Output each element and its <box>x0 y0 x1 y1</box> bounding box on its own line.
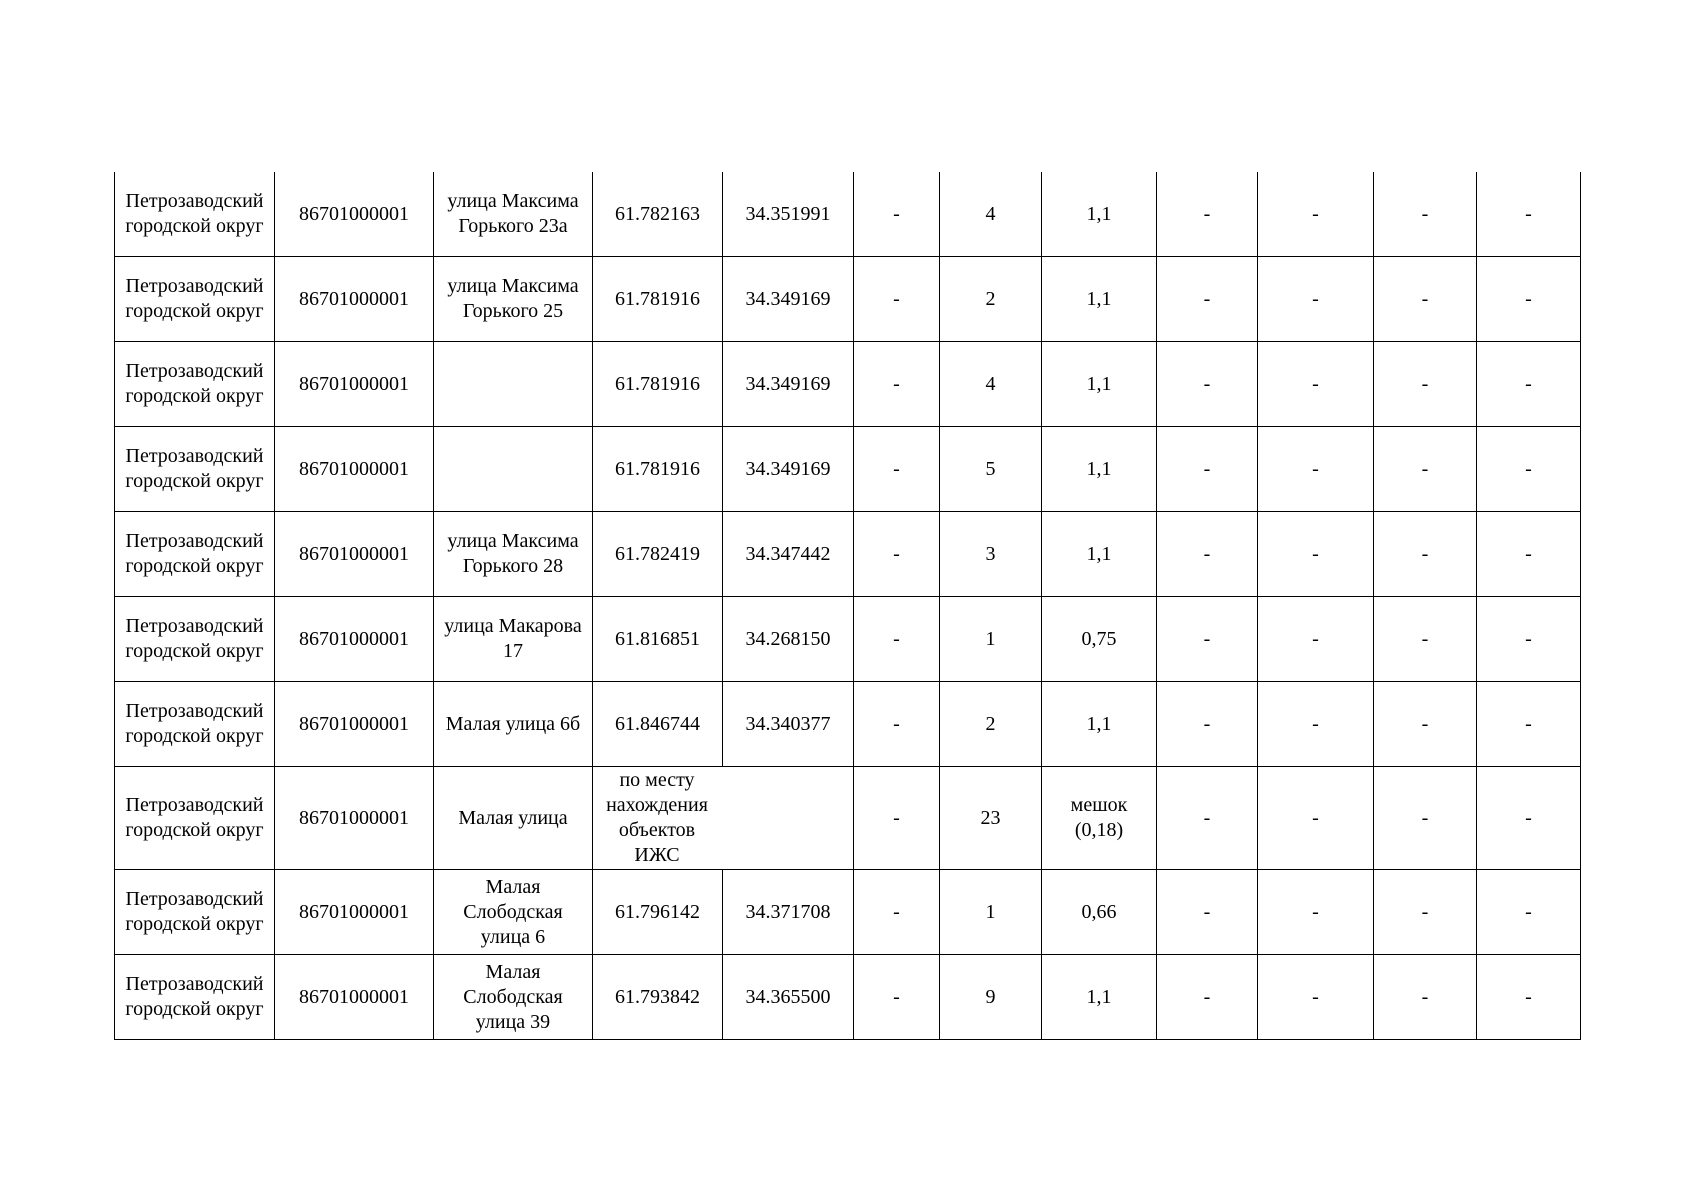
column-6-cell: - <box>854 955 940 1040</box>
longitude-cell: 34.347442 <box>723 512 854 597</box>
municipality-cell: Петрозаводский городской округ <box>115 257 275 342</box>
column-9-cell: - <box>1157 427 1258 512</box>
column-9-cell: - <box>1157 257 1258 342</box>
column-10-cell: - <box>1258 597 1374 682</box>
column-11-cell: - <box>1374 870 1477 955</box>
column-11-cell: - <box>1374 955 1477 1040</box>
container-count-cell: 4 <box>940 172 1042 257</box>
table-row <box>115 870 1581 955</box>
column-9-cell: - <box>1157 172 1258 257</box>
longitude-cell: 34.349169 <box>723 257 854 342</box>
longitude-cell: 34.340377 <box>723 682 854 767</box>
column-12-cell: - <box>1477 767 1581 870</box>
longitude-cell: 34.268150 <box>723 597 854 682</box>
longitude-cell: 34.349169 <box>723 342 854 427</box>
municipality-cell: Петрозаводский городской округ <box>115 870 275 955</box>
address-cell: Малая Слободская улица 39 <box>434 955 593 1040</box>
container-volume-cell: 0,75 <box>1042 597 1157 682</box>
latitude-cell: 61.781916 <box>593 257 723 342</box>
column-9-cell: - <box>1157 597 1258 682</box>
oktmo-cell: 86701000001 <box>275 870 434 955</box>
column-10-cell: - <box>1258 955 1374 1040</box>
column-9-cell: - <box>1157 767 1258 870</box>
municipality-cell: Петрозаводский городской округ <box>115 955 275 1040</box>
latitude-cell: 61.782419 <box>593 512 723 597</box>
column-11-cell: - <box>1374 597 1477 682</box>
municipality-cell: Петрозаводский городской округ <box>115 427 275 512</box>
container-count-cell: 4 <box>940 342 1042 427</box>
longitude-cell: 34.349169 <box>723 427 854 512</box>
oktmo-cell: 86701000001 <box>275 172 434 257</box>
column-12-cell: - <box>1477 955 1581 1040</box>
column-11-cell: - <box>1374 512 1477 597</box>
oktmo-cell: 86701000001 <box>275 597 434 682</box>
container-volume-cell: 1,1 <box>1042 682 1157 767</box>
column-11-cell: - <box>1374 682 1477 767</box>
column-6-cell: - <box>854 257 940 342</box>
latitude-cell: 61.796142 <box>593 870 723 955</box>
column-12-cell: - <box>1477 682 1581 767</box>
column-10-cell: - <box>1258 257 1374 342</box>
container-volume-cell: 1,1 <box>1042 342 1157 427</box>
column-6-cell: - <box>854 767 940 870</box>
column-12-cell: - <box>1477 870 1581 955</box>
longitude-cell: 34.365500 <box>723 955 854 1040</box>
latitude-cell: 61.793842 <box>593 955 723 1040</box>
municipality-cell: Петрозаводский городской округ <box>115 682 275 767</box>
container-count-cell: 2 <box>940 257 1042 342</box>
oktmo-cell: 86701000001 <box>275 512 434 597</box>
address-cell: Малая Слободская улица 6 <box>434 870 593 955</box>
latitude-cell: 61.782163 <box>593 172 723 257</box>
table-row <box>115 597 1581 682</box>
table-row <box>115 955 1581 1040</box>
column-12-cell: - <box>1477 512 1581 597</box>
column-9-cell: - <box>1157 955 1258 1040</box>
address-cell <box>434 342 593 427</box>
column-10-cell: - <box>1258 172 1374 257</box>
column-9-cell: - <box>1157 342 1258 427</box>
oktmo-cell: 86701000001 <box>275 342 434 427</box>
table-row <box>115 682 1581 767</box>
container-volume-cell: 1,1 <box>1042 172 1157 257</box>
column-9-cell: - <box>1157 870 1258 955</box>
column-6-cell: - <box>854 342 940 427</box>
column-12-cell: - <box>1477 342 1581 427</box>
column-11-cell: - <box>1374 767 1477 870</box>
container-count-cell: 1 <box>940 870 1042 955</box>
container-count-cell: 3 <box>940 512 1042 597</box>
municipality-cell: Петрозаводский городской округ <box>115 172 275 257</box>
municipality-cell: Петрозаводский городской округ <box>115 512 275 597</box>
container-count-cell: 2 <box>940 682 1042 767</box>
table-row <box>115 172 1581 257</box>
address-cell <box>434 427 593 512</box>
container-count-cell: 5 <box>940 427 1042 512</box>
longitude-cell: 34.351991 <box>723 172 854 257</box>
column-10-cell: - <box>1258 342 1374 427</box>
column-6-cell: - <box>854 512 940 597</box>
column-11-cell: - <box>1374 257 1477 342</box>
address-cell: Малая улица 6б <box>434 682 593 767</box>
table-row <box>115 427 1581 512</box>
oktmo-cell: 86701000001 <box>275 955 434 1040</box>
column-12-cell: - <box>1477 597 1581 682</box>
column-6-cell: - <box>854 597 940 682</box>
table-row <box>115 257 1581 342</box>
column-12-cell: - <box>1477 257 1581 342</box>
container-volume-cell: 1,1 <box>1042 955 1157 1040</box>
column-10-cell: - <box>1258 682 1374 767</box>
column-11-cell: - <box>1374 172 1477 257</box>
table-row <box>115 342 1581 427</box>
container-volume-cell: 1,1 <box>1042 427 1157 512</box>
location-cell <box>593 767 854 870</box>
municipality-cell: Петрозаводский городской округ <box>115 767 275 870</box>
column-11-cell: - <box>1374 342 1477 427</box>
latitude-cell: 61.816851 <box>593 597 723 682</box>
column-10-cell: - <box>1258 512 1374 597</box>
oktmo-cell: 86701000001 <box>275 257 434 342</box>
container-count-cell: 9 <box>940 955 1042 1040</box>
container-count-cell: 23 <box>940 767 1042 870</box>
address-cell: улица Максима Горького 23а <box>434 172 593 257</box>
table-row <box>115 512 1581 597</box>
oktmo-cell: 86701000001 <box>275 682 434 767</box>
container-sites-table <box>114 172 1581 1040</box>
container-count-cell: 1 <box>940 597 1042 682</box>
oktmo-cell: 86701000001 <box>275 427 434 512</box>
column-12-cell: - <box>1477 427 1581 512</box>
column-11-cell: - <box>1374 427 1477 512</box>
table-row <box>115 767 1581 870</box>
municipality-cell: Петрозаводский городской округ <box>115 342 275 427</box>
oktmo-cell: 86701000001 <box>275 767 434 870</box>
latitude-cell: 61.846744 <box>593 682 723 767</box>
column-6-cell: - <box>854 870 940 955</box>
column-12-cell: - <box>1477 172 1581 257</box>
address-cell: улица Макарова 17 <box>434 597 593 682</box>
latitude-cell: 61.781916 <box>593 427 723 512</box>
column-10-cell: - <box>1258 870 1374 955</box>
container-volume-cell: мешок (0,18) <box>1042 767 1157 870</box>
address-cell: Малая улица <box>434 767 593 870</box>
column-6-cell: - <box>854 172 940 257</box>
column-10-cell: - <box>1258 427 1374 512</box>
container-volume-cell: 1,1 <box>1042 257 1157 342</box>
container-volume-cell: 0,66 <box>1042 870 1157 955</box>
location-text: по месту нахождения объектов ИЖС <box>606 769 708 866</box>
longitude-cell: 34.371708 <box>723 870 854 955</box>
address-cell: улица Максима Горького 28 <box>434 512 593 597</box>
column-10-cell: - <box>1258 767 1374 870</box>
column-9-cell: - <box>1157 512 1258 597</box>
column-6-cell: - <box>854 682 940 767</box>
latitude-cell: 61.781916 <box>593 342 723 427</box>
municipality-cell: Петрозаводский городской округ <box>115 597 275 682</box>
column-6-cell: - <box>854 427 940 512</box>
column-9-cell: - <box>1157 682 1258 767</box>
address-cell: улица Максима Горького 25 <box>434 257 593 342</box>
container-volume-cell: 1,1 <box>1042 512 1157 597</box>
